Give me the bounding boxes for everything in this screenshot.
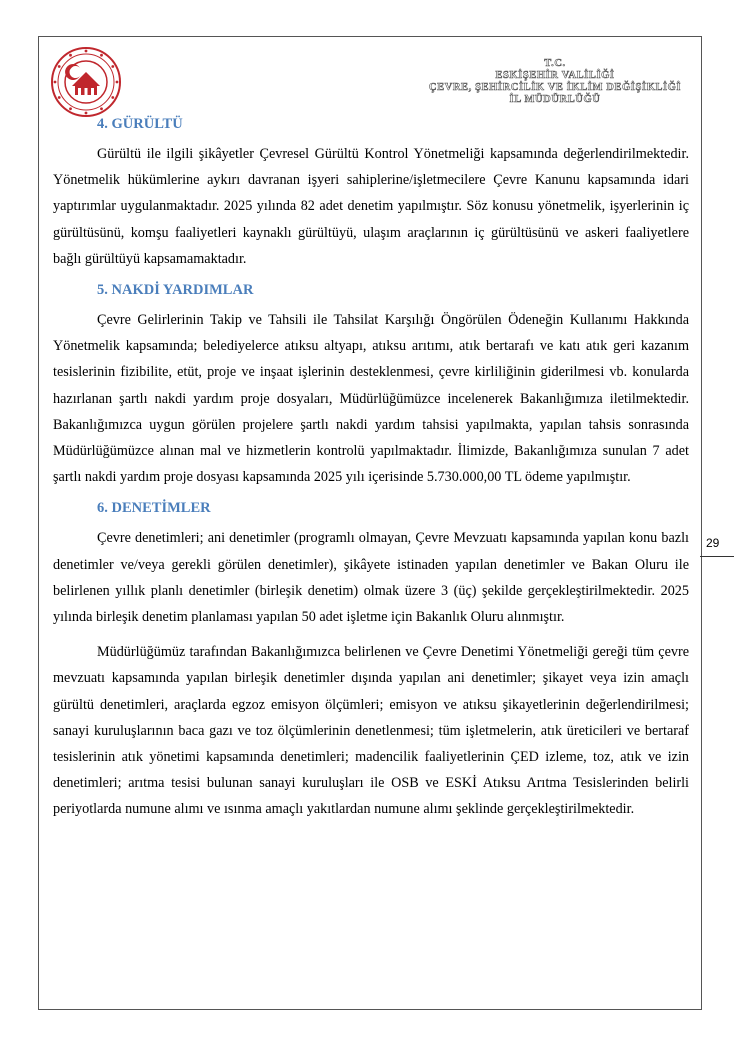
header-line: İL MÜDÜRLÜĞÜ (509, 94, 601, 105)
paragraph: Müdürlüğümüz tarafından Bakanlığımızca belirlenen ve Çevre Denetimi Yönetmeliği gereği tüm çevre mevzuatı kapsamında yapılan birleşik denetimler dışında yapılan ani denetimler; şikayet veya izin amaçlı gürültü denetimleri, araçlarda egzoz emisyon ölçümleri; emisyon ve atıksu şikayetlerinin değerlendirilmesi; sanayi kuruluşlarının baca gazı ve toz ölçümlerinin denetlenmesi; tüm işletmelerin, atık üreticileri ve bertaraf tesislerinin atık yönetimi kapsamında denetimleri; madencilik faaliyetlerinin ÇED izleme, toz, atık ve izin denetimleri; arıtma tesisi bulunan sanayi kuruluşları ile OSB ve ESKİ Atıksu Arıtma Tesislerinden belirli periyotlarda numune alımı ve ısınma amaçlı yakıtlardan numune alımı şeklinde gerçekleştirilmektedir. (53, 644, 689, 818)
page-number: 29 (706, 536, 720, 550)
paragraph: Çevre Gelirlerinin Takip ve Tahsili ile Tahsilat Karşılığı Öngörülen Ödeneğin Kullanımı Hakkında Yönetmelik kapsamında; belediyelerce atıksu altyapı, atıksu arıtımı, atık bertarafı ve katı atık geri kazanım tesislerinin fizibilite, etüt, proje ve inşaat işlerinin desteklenmesi, çevre kirliliğinin giderilmesi vb. konularda hazırlanan şartlı nakdi yardım proje dosyaları, Müdürlüğümüzce incelenerek Bakanlığımıza iletilmektedir. Bakanlığımızca uygun görülen projelere şartlı nakdi yardım tahsisi yapılmakta, yapılan tahsis sonrasında Müdürlüğümüzce alınan mal ve hizmetlerin kontrolü yapılmaktadır. İlimizde, Bakanlığımıza sunulan 7 adet şartlı nakdi yardım proje dosyası kapsamında 2025 yılı içerisinde 5.730.000,00 TL ödeme yapılmıştır. (53, 312, 689, 486)
section-heading: 6. DENETİMLER (97, 500, 211, 517)
institution-header (420, 58, 690, 106)
header-line: ÇEVRE, ŞEHİRCİLİK VE İKLİM DEĞİŞİKLİĞİ (428, 82, 682, 93)
page-number-rule (700, 556, 734, 557)
header-line: T.C. (544, 58, 566, 69)
paragraph: Çevre denetimleri; ani denetimler (programlı olmayan, Çevre Mevzuatı kapsamında yapılan konu bazlı denetimler ve/veya gerekli görülen denetimler), şikâyete istinaden yapılan denetimler ve Bakan Oluru ile belirlenen yıllık planlı denetimler (birleşik denetim) olmak üzere 3 (üç) şekilde gerçekleştirilmektedir. 2025 yılında birleşik denetim planlaması yapılan 50 adet işletme için Bakanlık Oluru alınmıştır. (53, 530, 689, 626)
section-heading: 5. NAKDİ YARDIMLAR (97, 282, 254, 299)
header-line: ESKİŞEHİR VALİLİĞİ (495, 70, 615, 81)
paragraph: Gürültü ile ilgili şikâyetler Çevresel Gürültü Kontrol Yönetmeliği kapsamında değerlendirilmektedir. Yönetmelik hükümlerine aykırı davranan işyeri sahiplerine/işletmecilere Çevre Kanunu kapsamında idari yaptırımlar uygulanmaktadır. 2025 yılında 82 adet denetim yapılmıştır. Söz konusu yönetmelik, işyerlerinin iç gürültüsünü, komşu faaliyetleri kaynaklı gürültüyü, ulaşım araçlarının iç gürültüsünü ve askeri faaliyetlere bağlı gürültüyü kapsamamaktadır. (53, 146, 689, 267)
ministry-seal-icon (50, 46, 122, 118)
document-body (53, 113, 689, 823)
section-heading: 4. GÜRÜLTÜ (97, 116, 183, 132)
